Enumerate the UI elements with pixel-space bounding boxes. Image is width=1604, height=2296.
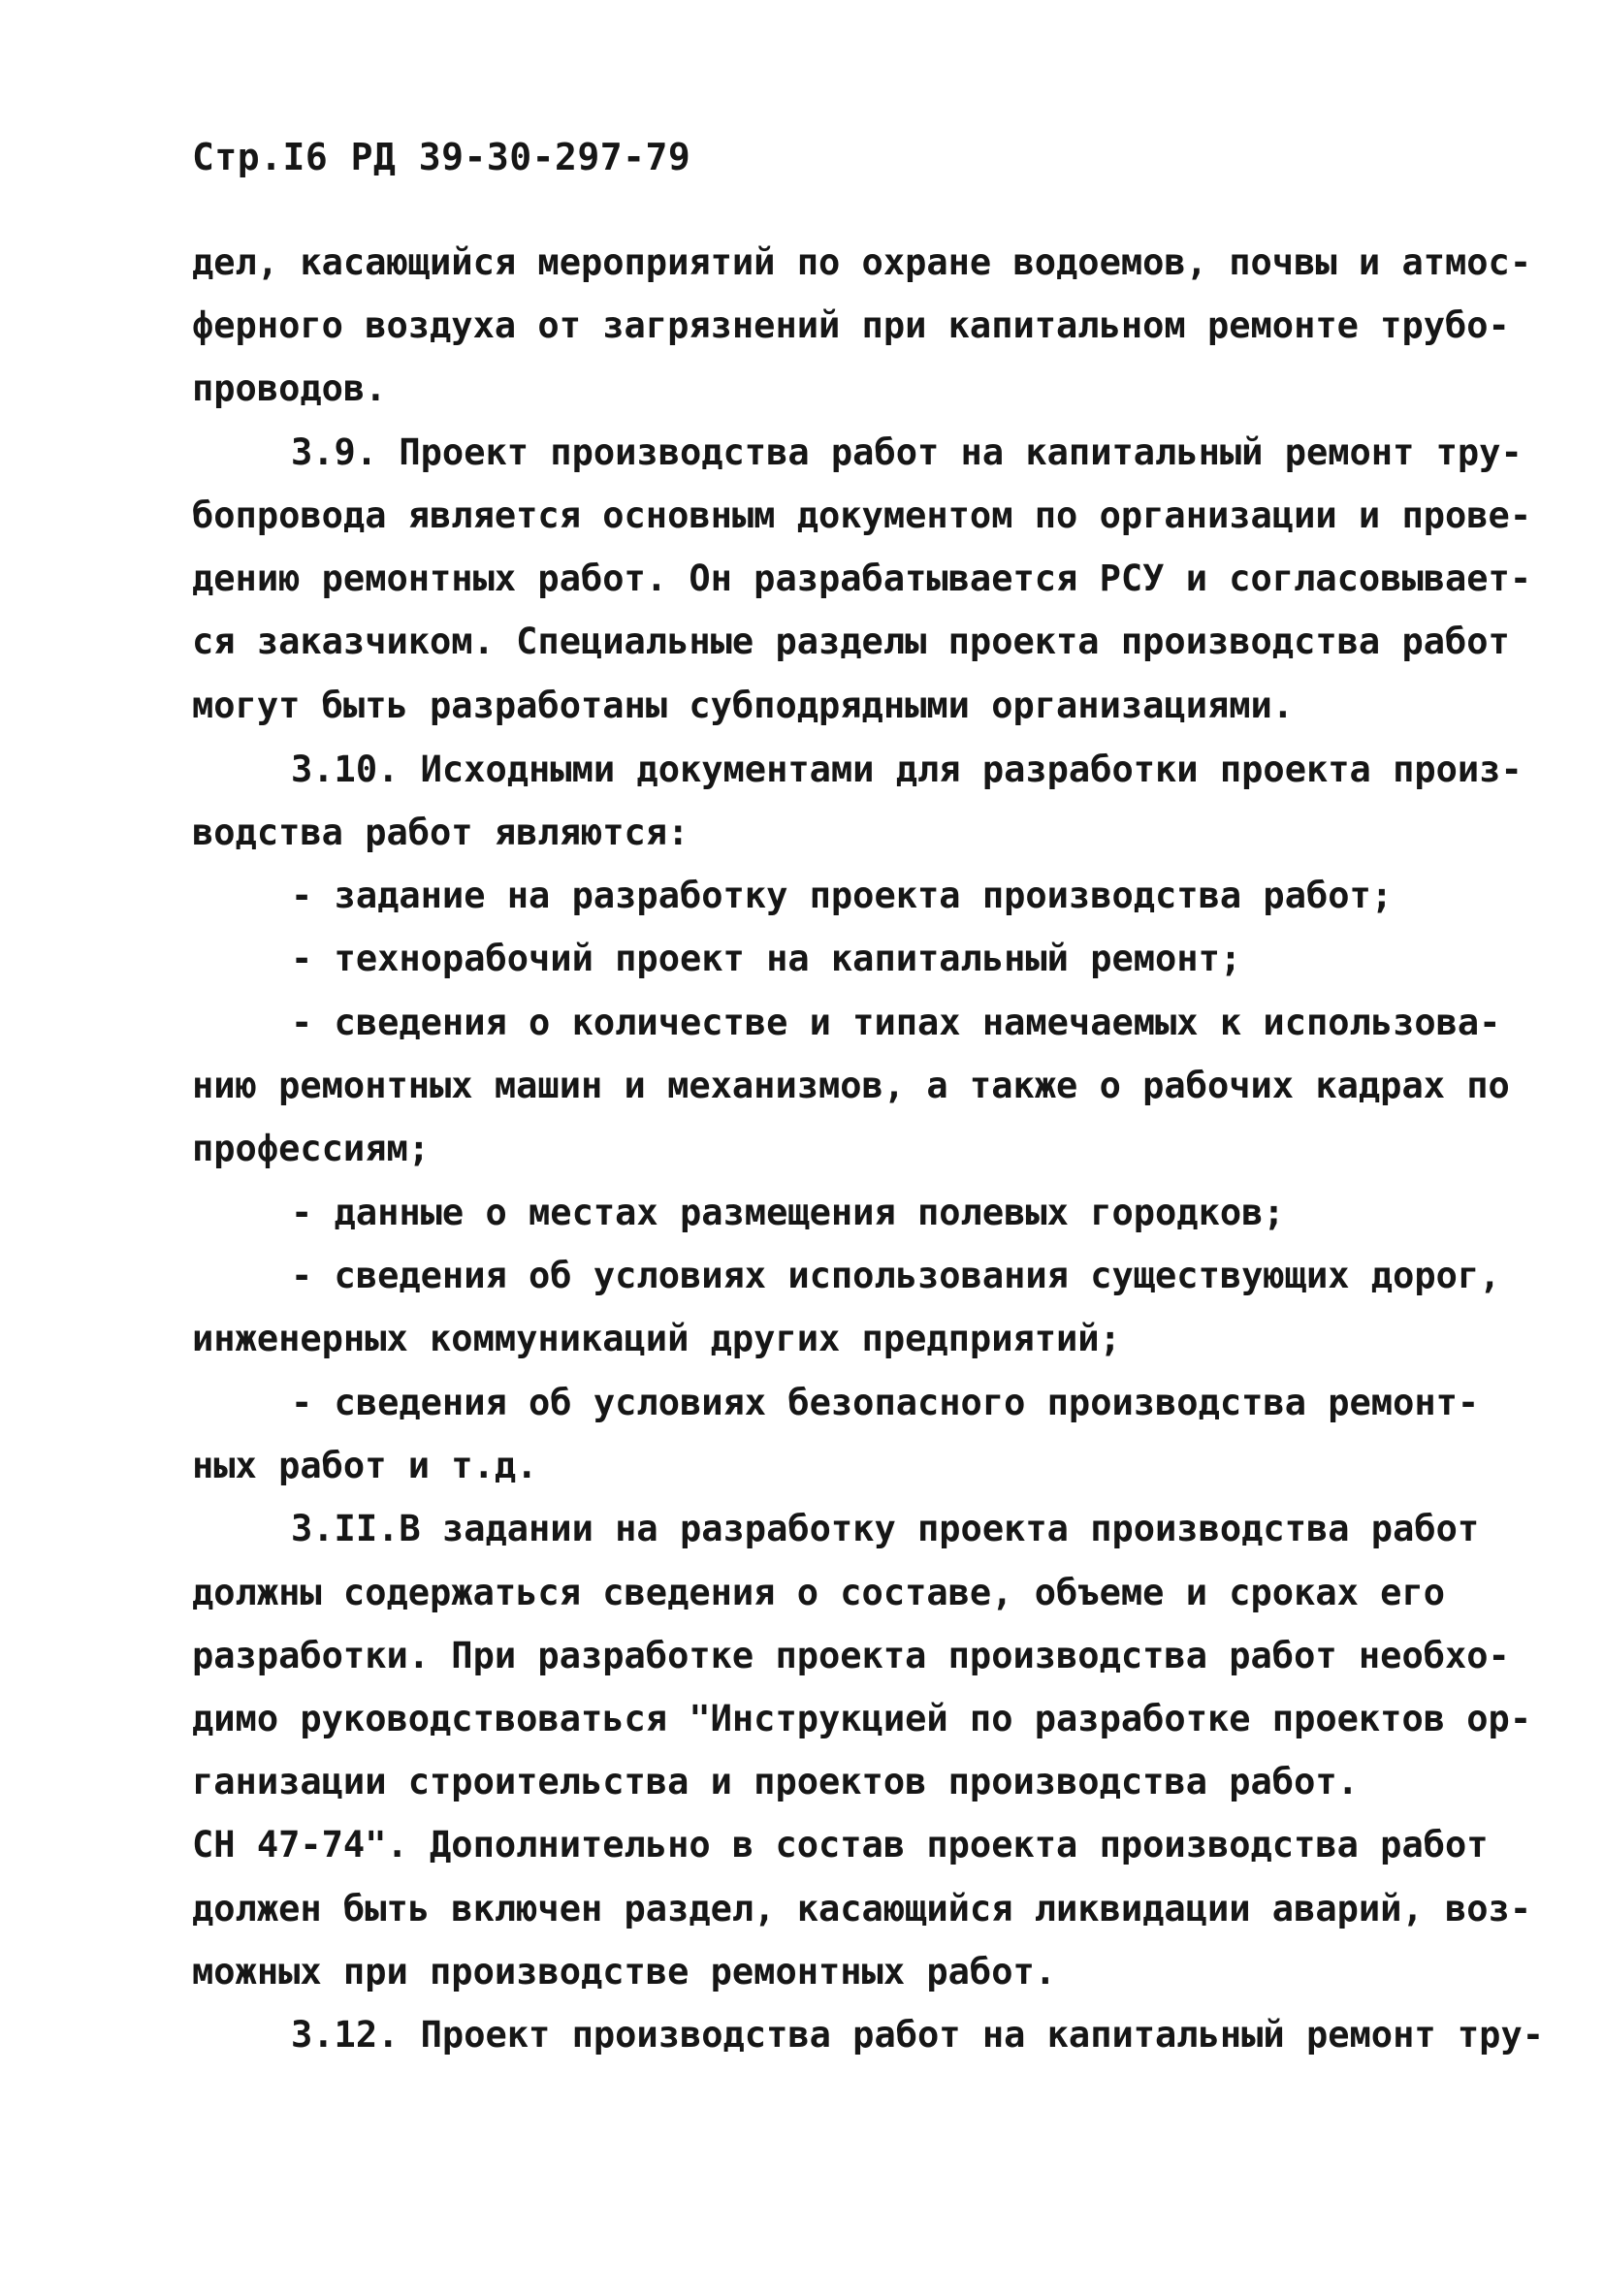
list-item: - сведения о количестве и типах намечаемых к использова- [291,1002,1501,1043]
paragraph-3-9-first-line: 3.9. Проект производства работ на капитальный ремонт тру- [291,431,1523,473]
list-item: - сведения об условиях использования существующих дорог, [291,1255,1501,1296]
text-line: могут быть разработаны субподрядными организациями. [192,685,1295,726]
text-line: димо руководствоваться "Инструкцией по разработке проектов ор- [192,1698,1532,1739]
text-line: инженерных коммуникаций других предприятий; [192,1318,1121,1359]
text-line: ся заказчиком. Специальные разделы проекта производства работ [192,621,1510,662]
page-header: Стр.I6 РД 39-30-297-79 [192,136,691,178]
text-line: ных работ и т.д. [192,1445,538,1486]
list-item: - задание на разработку проекта производства работ; [291,875,1394,916]
text-line: разработки. При разработке проекта производства работ необхо- [192,1635,1510,1676]
paragraph-3-10-first-line: 3.10. Исходными документами для разработки проекта произ- [291,749,1523,790]
text-line: дению ремонтных работ. Он разрабатывается РСУ и согласовывает- [192,558,1532,599]
text-line: должны содержаться сведения о составе, объеме и сроках его [192,1572,1446,1613]
text-line: СН 47-74". Дополнительно в состав проекта производства работ [192,1824,1489,1866]
text-line: ферного воздуха от загрязнений при капитальном ремонте трубо- [192,304,1510,346]
paragraph-3-11-first-line: 3.II.В задании на разработку проекта производства работ [291,1508,1480,1549]
text-line: бопровода является основным документом по организации и прове- [192,494,1532,536]
text-line: можных при производстве ремонтных работ. [192,1951,1057,1993]
text-line: дел, касающийся мероприятий по охране водоемов, почвы и атмос- [192,241,1532,283]
list-item: - технорабочий проект на капитальный ремонт; [291,938,1242,979]
text-line: должен быть включен раздел, касающийся ликвидации аварий, воз- [192,1888,1532,1929]
text-line: водства работ являются: [192,812,690,853]
text-line: проводов. [192,367,387,409]
text-line: нию ремонтных машин и механизмов, а также о рабочих кадрах по [192,1065,1510,1106]
list-item: - данные о местах размещения полевых городков; [291,1192,1285,1233]
text-line: ганизации строительства и проектов производства работ. [192,1761,1359,1802]
list-item: - сведения об условиях безопасного производства ремонт- [291,1382,1480,1423]
paragraph-3-12-first-line: 3.12. Проект производства работ на капитальный ремонт тру- [291,2014,1545,2056]
text-line: профессиям; [192,1128,431,1169]
